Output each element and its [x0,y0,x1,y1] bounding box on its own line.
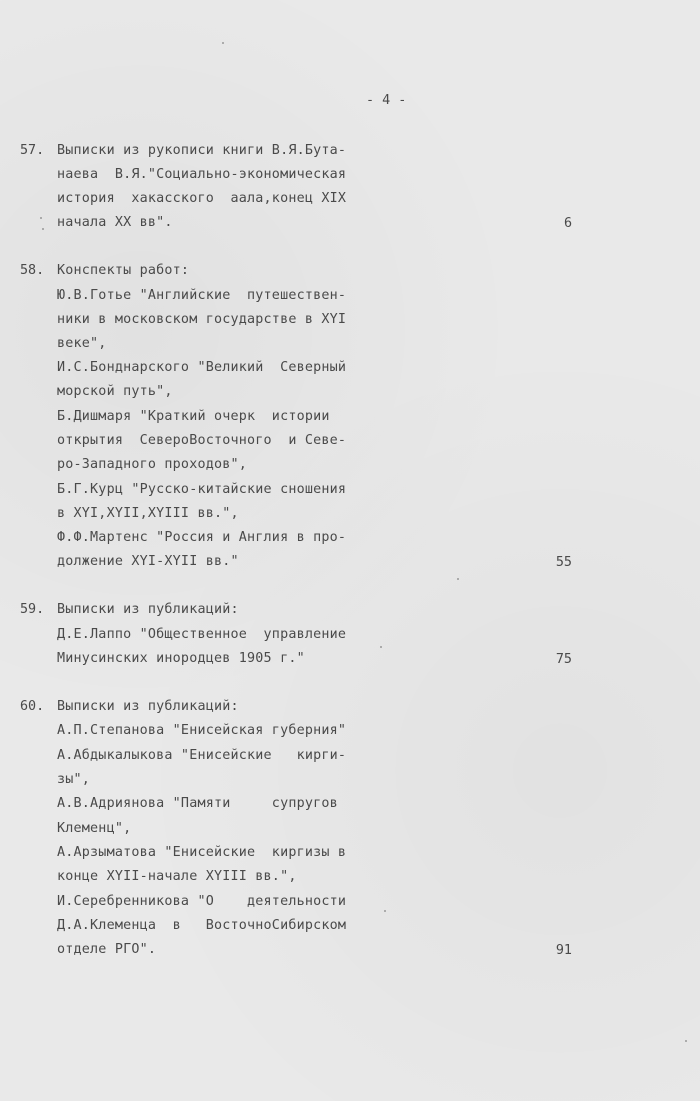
page-reference: 55 [555,555,572,570]
scan-speck [222,42,224,44]
entry-line: А.В.Адриянова "Памяти супругов [57,796,338,811]
page-reference: 91 [555,943,572,958]
entry-line: А.Абдыкалыкова "Енисейские кирги- [57,748,347,763]
entry-line: Б.Г.Курц "Русско-китайские сношения [57,482,347,497]
entry-line: А.П.Степанова "Енисейская губерния" [57,723,347,738]
entry-number: 60. [20,699,45,714]
page-number: - 4 - [366,93,407,108]
scan-speck [457,578,459,580]
entry-line: история хакасского аала,конец XIX [57,191,347,206]
page-reference: 6 [563,216,572,231]
entry-line: Минусинских инородцев 1905 г." [57,651,305,666]
scan-speck [685,1040,687,1042]
entry-line: Б.Дишмаря "Краткий очерк истории [57,409,330,424]
entry-line: веке", [57,336,107,351]
entry-line: Конспекты работ: [57,263,190,278]
entry-line: Выписки из публикаций: [57,602,239,617]
scan-speck [384,910,386,912]
entry-line: отделе РГО". [57,942,157,957]
entry-line: Д.Е.Лаппо "Общественное управление [57,627,347,642]
entry-line: ники в московском государстве в XYI [57,312,347,327]
entry-line: И.Серебренникова "О деятельности [57,894,347,909]
entry-line: ро-Западного проходов", [57,457,248,472]
entry-line: наева В.Я."Социально-экономическая [57,167,347,182]
entry-line: открытия СевероВосточного и Севе- [57,433,347,448]
entry-line: в XYI,XYII,XYIII вв.", [57,506,239,521]
scan-speck [40,217,42,219]
entry-line: морской путь", [57,384,173,399]
entry-number: 58. [20,263,45,278]
entry-number: 59. [20,602,45,617]
entry-line: должение XYI-XYII вв." [57,554,239,569]
page-reference: 75 [555,652,572,667]
entry-line: Ю.В.Готье "Английские путешествен- [57,288,347,303]
entry-line: Выписки из рукописи книги В.Я.Бута- [57,143,347,158]
entry-line: Д.А.Клеменца в ВосточноСибирском [57,918,347,933]
scan-speck [42,228,44,230]
entry-line: А.Арзыматова "Енисейские киргизы в [57,845,347,860]
entry-line: Клеменц", [57,821,132,836]
entry-line: конце XYII-начале XYIII вв.", [57,869,297,884]
entry-line: И.С.Бонднарского "Великий Северный [57,360,347,375]
entry-line: зы", [57,772,91,787]
entry-line: Выписки из публикаций: [57,699,239,714]
entry-number: 57. [20,143,45,158]
scan-speck [380,646,382,648]
entry-line: начала XX вв". [57,215,173,230]
entry-line: Ф.Ф.Мартенс "Россия и Англия в про- [57,530,347,545]
